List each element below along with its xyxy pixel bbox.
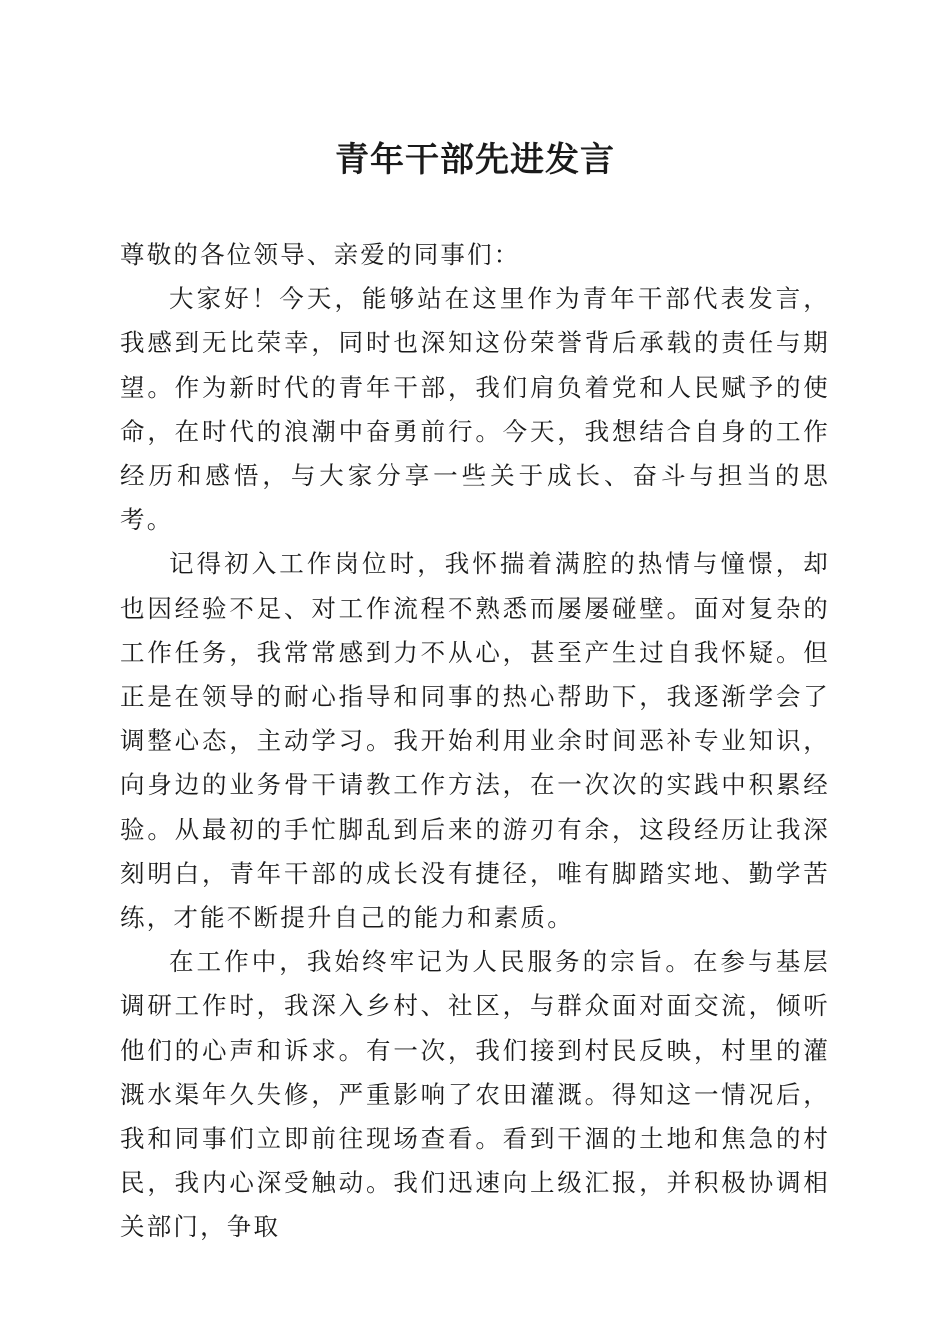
- paragraph-growth: 记得初入工作岗位时，我怀揣着满腔的热情与憧憬，却也因经验不足、对工作流程不熟悉而屡屡碰壁。面对复杂的工作任务，我常常感到力不从心，甚至产生过自我怀疑。但正是在领导的耐心指导和同事的热心帮助下，我逐渐学会了调整心态，主动学习。我开始利用业余时间恶补专业知识，向身边的业务骨干请教工作方法，在一次次的实践中积累经验。从最初的手忙脚乱到后来的游刃有余，这段经历让我深刻明白，青年干部的成长没有捷径，唯有脚踏实地、勤学苦练，才能不断提升自己的能力和素质。: [120, 549, 830, 933]
- paragraph-opening: 大家好！今天，能够站在这里作为青年干部代表发言，我感到无比荣幸，同时也深知这份荣誉背后承载的责任与期望。作为新时代的青年干部，我们肩负着党和人民赋予的使命，在时代的浪潮中奋勇前行。今天，我想结合自身的工作经历和感悟，与大家分享一些关于成长、奋斗与担当的思考。: [120, 284, 830, 535]
- salutation: 尊敬的各位领导、亲爱的同事们：: [120, 240, 521, 269]
- document-body: [120, 233, 830, 1250]
- document-title: 青年干部先进发言: [335, 140, 615, 180]
- paragraph-service: 在工作中，我始终牢记为人民服务的宗旨。在参与基层调研工作时，我深入乡村、社区，与群众面对面交流，倾听他们的心声和诉求。有一次，我们接到村民反映，村里的灌溉水渠年久失修，严重影响了农田灌溉。得知这一情况后，我和同事们立即前往现场查看。看到干涸的土地和焦急的村民，我内心深受触动。我们迅速向上级汇报，并积极协调相关部门，争取: [120, 947, 830, 1242]
